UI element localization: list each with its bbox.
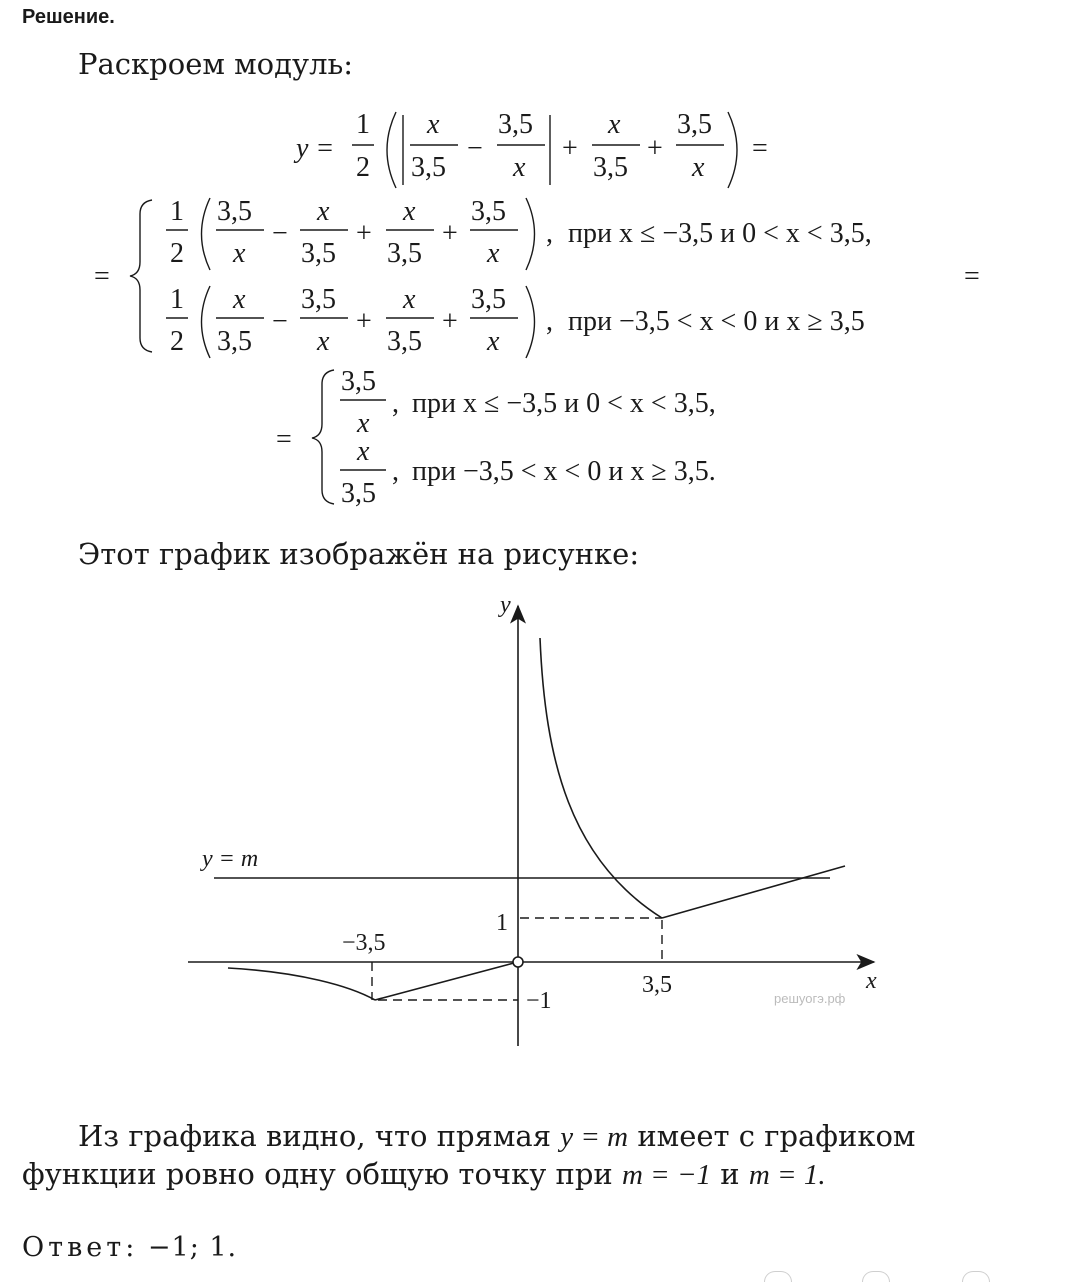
svg-text:1: 1 [356,109,370,140]
linear-branch-left [375,963,514,1000]
hyperbola-branch [540,638,662,918]
solution-heading: Решение. [22,6,115,28]
svg-text:3,5: 3,5 [301,284,336,315]
svg-text:x: x [233,238,246,269]
svg-text:3,5: 3,5 [593,152,628,183]
y-axis-label: y [500,592,511,618]
answer-value: −1; 1. [147,1232,238,1263]
svg-text:x: x [357,408,370,439]
svg-text:=: = [752,133,768,164]
conclusion-line-2 [22,1156,826,1193]
svg-text:−: − [467,133,483,164]
svg-text:x: x [427,109,440,140]
svg-text:x: x [513,152,526,183]
svg-text:2: 2 [170,326,184,357]
svg-text:3,5: 3,5 [387,238,422,269]
svg-text:3,5: 3,5 [341,478,376,509]
svg-text:x: x [692,152,705,183]
svg-text:2: 2 [170,238,184,269]
svg-text:x: x [487,238,500,269]
conclusion-text-c: функции ровно одну общую точку при [22,1157,613,1191]
svg-text:−: − [272,306,288,337]
svg-text:x: x [317,196,330,227]
answer-label: Ответ: [22,1232,139,1263]
svg-text:x: x [317,326,330,357]
svg-text:=: = [964,261,980,292]
svg-text:+: + [356,306,372,337]
piecewise-formula [0,0,1071,530]
svg-text:x: x [403,284,416,315]
svg-text:x: x [233,284,246,315]
x-axis-label: x [866,968,877,994]
conclusion-text-b: имеет с графиком [637,1119,916,1153]
svg-text:x: x [487,326,500,357]
conclusion-m2: m = 1. [748,1159,826,1191]
svg-text:1: 1 [170,284,184,315]
svg-text:3,5: 3,5 [341,366,376,397]
answer [22,1232,237,1263]
svg-text:при −3,5 < x < 0 и x ≥ 3,5: при −3,5 < x < 0 и x ≥ 3,5 [568,306,865,337]
tick-label-y-neg: −1 [526,988,552,1014]
bottom-ui-fragment[interactable] [862,1271,890,1282]
svg-text:,: , [546,218,553,249]
svg-text:3,5: 3,5 [677,109,712,140]
svg-text:3,5: 3,5 [301,238,336,269]
tick-label-pos-x: 3,5 [642,972,672,998]
svg-text:x: x [403,196,416,227]
svg-text:2: 2 [356,152,370,183]
tick-label-y-pos: 1 [496,910,508,936]
svg-text:1: 1 [170,196,184,227]
svg-text:,: , [546,306,553,337]
svg-text:при x ≤ −3,5 и 0 < x < 3,5,: при x ≤ −3,5 и 0 < x < 3,5, [568,218,872,249]
svg-text:3,5: 3,5 [498,109,533,140]
conclusion-and: и [720,1157,740,1191]
svg-text:+: + [442,218,458,249]
svg-text:3,5: 3,5 [217,196,252,227]
svg-text:3,5: 3,5 [471,284,506,315]
conclusion-line-1 [78,1118,915,1155]
svg-text:при x ≤ −3,5 и 0 < x < 3,5,: при x ≤ −3,5 и 0 < x < 3,5, [412,388,716,419]
svg-text:3,5: 3,5 [471,196,506,227]
function-graph [0,590,1071,1090]
svg-text:+: + [562,133,578,164]
conclusion-m1: m = −1 [621,1159,712,1191]
svg-text:3,5: 3,5 [217,326,252,357]
conclusion-math-line: y = m [560,1121,629,1153]
svg-text:+: + [647,133,663,164]
intro-text: Раскроем модуль: [78,47,354,81]
svg-text:x: x [357,436,370,467]
svg-text:=: = [276,424,292,455]
svg-text:3,5: 3,5 [411,152,446,183]
svg-text:при −3,5 < x < 0 и x ≥ 3,5.: при −3,5 < x < 0 и x ≥ 3,5. [412,456,716,487]
svg-text:−: − [272,218,288,249]
svg-text:+: + [356,218,372,249]
graph-intro-text: Этот график изображён на рисунке: [78,537,640,571]
linear-branch-right [662,866,845,918]
bottom-ui-fragment[interactable] [764,1271,792,1282]
open-point-origin [513,957,523,967]
hyperbola-branch-left [228,968,375,1000]
svg-text:y =: y = [296,133,335,164]
svg-text:+: + [442,306,458,337]
tick-label-neg-x: −3,5 [342,930,386,956]
line-label: y = m [202,846,259,872]
conclusion-text-a: Из графика видно, что прямая [78,1119,551,1153]
svg-text:3,5: 3,5 [387,326,422,357]
svg-text:=: = [94,261,110,292]
svg-text:x: x [608,109,621,140]
svg-text:,: , [392,388,399,419]
bottom-ui-fragment[interactable] [962,1271,990,1282]
watermark: решуогэ.рф [774,991,846,1006]
svg-text:,: , [392,456,399,487]
